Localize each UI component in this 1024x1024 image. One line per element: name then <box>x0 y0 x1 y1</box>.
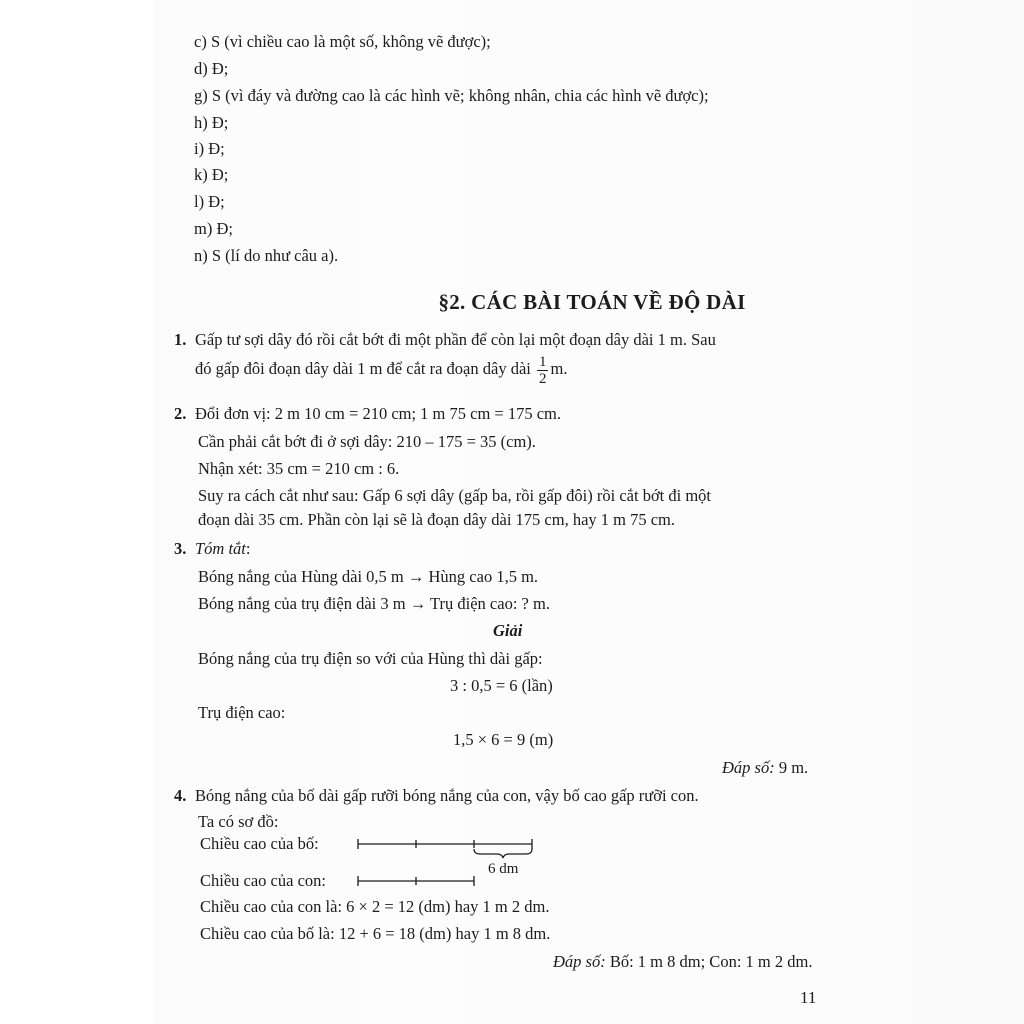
answer-m: m) Đ; <box>194 219 233 238</box>
fraction-one-half <box>537 354 549 387</box>
section-title: §2. CÁC BÀI TOÁN VỀ ĐỘ DÀI <box>438 290 746 314</box>
problem-3-equation-2: 1,5 × 6 = 9 (m) <box>453 730 554 749</box>
page-number: 11 <box>800 988 817 1007</box>
problem-2-line-5: đoạn dài 35 cm. Phần còn lại sẽ là đoạn dây dài 175 cm, hay 1 m 75 cm. <box>198 510 676 529</box>
problem-2-number: 2. <box>174 404 187 423</box>
solution-heading: Giải <box>493 621 523 640</box>
summary-label-text: Tóm tắt <box>195 539 246 558</box>
problem-3-line-1: Bóng nắng của Hùng dài 0,5 m → Hùng cao 1,5 m. <box>198 567 539 586</box>
problem-4-line-1: Bóng nắng của bố dài gấp rưỡi bóng nắng của con, vậy bố cao gấp rưỡi con. <box>195 786 699 805</box>
problem-1-line-2 <box>195 352 567 387</box>
answer-h: h) Đ; <box>194 113 229 132</box>
answer-c: c) S (vì chiều cao là một số, không vẽ được); <box>194 32 491 51</box>
problem-3-line-2: Bóng nắng của trụ điện dài 3 m → Trụ điện cao: ? m. <box>198 594 550 613</box>
answer-value: Bố: 1 m 8 dm; Con: 1 m 2 dm. <box>609 952 813 971</box>
problem-3-line-3: Bóng nắng của trụ điện so với của Hùng thì dài gấp: <box>198 649 543 668</box>
answer-i: i) Đ; <box>194 139 225 158</box>
father-height-label: Chiều cao của bố: <box>200 834 319 853</box>
answer-g: g) S (vì đáy và đường cao là các hình vẽ; không nhân, chia các hình vẽ được); <box>194 86 709 105</box>
problem-1-line-1: Gấp tư sợi dây đó rồi cắt bớt đi một phần để còn lại một đoạn dây dài 1 m. Sau <box>195 330 716 349</box>
problem-2-line-4: Suy ra cách cắt như sau: Gấp 6 sợi dây (gấp ba, rồi gấp đôi) rồi cắt bớt đi một <box>198 486 712 505</box>
problem-2-line-3: Nhận xét: 35 cm = 210 cm : 6. <box>198 459 400 478</box>
fraction-denominator: 2 <box>538 370 547 387</box>
problem-2-line-1: Đổi đơn vị: 2 m 10 cm = 210 cm; 1 m 75 cm = 175 cm. <box>195 404 562 423</box>
problem-3-answer <box>722 758 808 778</box>
fraction-numerator: 1 <box>538 353 547 370</box>
problem-1-line-2-unit: m. <box>550 359 568 378</box>
problem-4-number: 4. <box>174 786 187 805</box>
problem-3-summary-label <box>195 539 250 559</box>
answer-l: l) Đ; <box>194 192 225 211</box>
answer-label: Đáp số: <box>722 758 775 777</box>
segment-diagram <box>350 830 550 890</box>
extra-part-brace <box>474 849 532 858</box>
problem-4-line-4: Chiều cao của bố là: 12 + 6 = 18 (dm) hay 1 m 8 dm. <box>200 924 551 943</box>
answer-k: k) Đ; <box>194 165 229 184</box>
problem-4-answer <box>553 952 812 972</box>
problem-1-number: 1. <box>174 330 187 349</box>
problem-4-line-2: Ta có sơ đồ: <box>198 812 279 831</box>
son-height-label: Chiều cao của con: <box>200 871 326 890</box>
answer-value: 9 m. <box>778 758 809 777</box>
problem-3-number: 3. <box>174 539 187 558</box>
answer-d: d) Đ; <box>194 59 229 78</box>
page-margin <box>0 0 155 1024</box>
problem-1-line-2-text: đó gấp đôi đoạn dây dài 1 m để cắt ra đoạn dây dài <box>195 359 531 378</box>
brace-label: 6 dm <box>488 861 519 877</box>
problem-2-line-2: Cần phải cắt bớt đi ở sợi dây: 210 – 175 = 35 (cm). <box>198 432 536 451</box>
problem-4-line-3: Chiều cao của con là: 6 × 2 = 12 (dm) hay 1 m 2 dm. <box>200 897 550 916</box>
answer-n: n) S (lí do như câu a). <box>194 246 339 265</box>
summary-label-colon: : <box>245 539 251 558</box>
problem-3-line-4: Trụ điện cao: <box>198 703 286 722</box>
problem-3-equation-1: 3 : 0,5 = 6 (lần) <box>450 676 553 695</box>
answer-label: Đáp số: <box>553 952 606 971</box>
